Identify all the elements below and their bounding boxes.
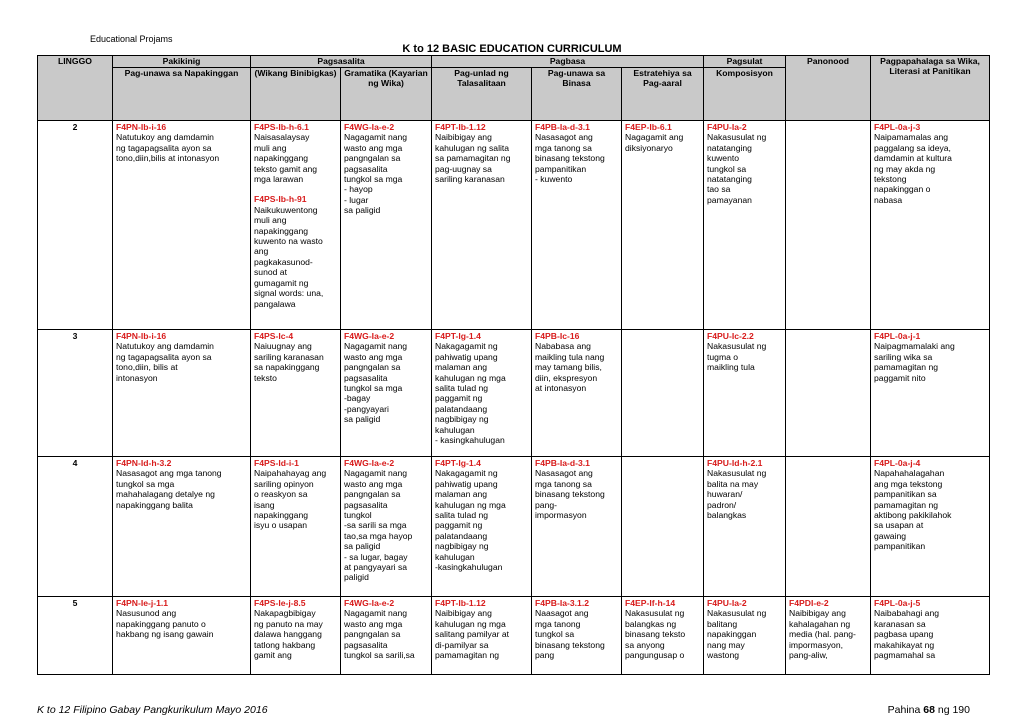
competency-text: pamamagitan ng	[874, 499, 939, 510]
competency-text: teksto gamit ang	[254, 163, 318, 174]
competency-cell	[113, 121, 251, 330]
competency-text: tungkol	[344, 510, 372, 521]
competency-text: Naisasalaysay	[254, 132, 310, 143]
competency-code: F4PL-0a-j-4	[874, 458, 921, 468]
competency-text: intonasyon	[116, 372, 158, 383]
competency-text: ang mga tekstong	[874, 478, 943, 489]
competency-text: wasto ang mga	[344, 618, 403, 629]
competency-text: tungkol sa	[707, 163, 747, 174]
competency-text: binasang teksto	[625, 629, 686, 640]
competency-text: paggalang sa ideya,	[874, 142, 951, 153]
competency-cell	[704, 457, 786, 597]
competency-cell	[341, 330, 432, 457]
competency-text: damdamin at kultura	[874, 153, 952, 164]
competency-text: -bagay	[344, 393, 371, 404]
competency-text: sa napakinggang	[254, 362, 320, 373]
header-panonood: Panonood	[786, 56, 871, 121]
competency-text: tungkol sa	[535, 629, 575, 640]
competency-text: Nakagagamit ng	[435, 468, 498, 479]
competency-text: pamayanan	[707, 194, 752, 205]
competency-text: paggamit nito	[874, 372, 926, 383]
competency-text: - hayop	[344, 184, 373, 195]
competency-text: pampanitikan sa	[874, 489, 937, 500]
competency-text: tao,sa mga hayop	[344, 530, 413, 541]
competency-text: - lugar	[344, 194, 369, 205]
competency-text: Naasagot ang	[535, 608, 589, 619]
competency-text: napakinggang balita	[116, 499, 193, 510]
competency-text: nang may	[707, 639, 745, 650]
header-estratehiya: Estratehiya sa Pag-aaral	[622, 68, 704, 121]
competency-cell	[251, 330, 341, 457]
week-number: 2	[38, 121, 113, 330]
competency-cell	[532, 330, 622, 457]
competency-text: sa anyong	[625, 639, 665, 650]
table-row	[38, 457, 990, 597]
competency-text: sa paligid	[344, 414, 381, 425]
competency-text: kahulugan ng mga	[435, 372, 506, 383]
competency-text: pagmamahal sa	[874, 650, 936, 661]
competency-text: Natutukoy ang damdamin	[116, 132, 214, 143]
spacer	[254, 184, 337, 194]
competency-text: nagbibigay ng	[435, 414, 489, 425]
competency-text: Naipahahayag ang	[254, 468, 327, 479]
competency-code: F4PS-Id-i-1	[254, 458, 299, 468]
competency-text: pamamagitan ng	[435, 650, 500, 661]
competency-text: napakinggang panuto o	[116, 618, 206, 629]
competency-text: Napahahalagahan	[874, 468, 945, 479]
competency-text: ng tagapagsalita ayon sa	[116, 142, 212, 153]
competency-text: ng panuto na may	[254, 618, 323, 629]
competency-text: di-pamilyar sa	[435, 639, 489, 650]
competency-text: nabasa	[874, 194, 903, 205]
competency-text: malaman ang	[435, 489, 488, 500]
competency-text: pagsasalita	[344, 372, 388, 383]
competency-text: wasto ang mga	[344, 478, 403, 489]
competency-text: wasto ang mga	[344, 351, 403, 362]
competency-text: kahulugan	[435, 424, 475, 435]
page-current: 68	[923, 704, 935, 716]
competency-text: karanasan sa	[874, 618, 926, 629]
competency-text: at intonasyon	[535, 383, 587, 394]
competency-cell	[786, 121, 871, 330]
competency-text: pang	[535, 650, 555, 661]
competency-text: Naipagmamalaki ang	[874, 341, 955, 352]
competency-text: Nasasagot ang	[535, 468, 593, 479]
competency-text: balita na may	[707, 478, 759, 489]
competency-text: napakinggang	[254, 225, 309, 236]
document-title: K to 12 BASIC EDUCATION CURRICULUM	[402, 43, 622, 55]
competency-text: maikling tula	[707, 362, 755, 373]
header-row-1	[38, 56, 990, 68]
competency-text: hakbang ng isang gawain	[116, 629, 214, 640]
competency-text: binasang tekstong	[535, 489, 605, 500]
competency-text: kahalagahan ng	[789, 618, 851, 629]
competency-code: F4PU-Id-h-2.1	[707, 458, 763, 468]
competency-text: tekstong	[874, 174, 907, 185]
competency-text: maikling tula nang	[535, 351, 605, 362]
competency-text: pagsasalita	[344, 499, 388, 510]
competency-text: muli ang	[254, 142, 287, 153]
competency-text: - kuwento	[535, 174, 573, 185]
competency-text: salitang pamilyar at	[435, 629, 510, 640]
competency-text: Nakasusulat ng	[707, 341, 767, 352]
competency-text: gawaing	[874, 530, 907, 541]
competency-text: pang-aliw,	[789, 650, 828, 661]
week-number: 3	[38, 330, 113, 457]
watermark-text: Educational Projams	[90, 34, 173, 44]
competency-text: mga larawan	[254, 174, 304, 185]
curriculum-table	[37, 55, 990, 675]
competency-text: teksto	[254, 372, 277, 383]
page-mid: ng	[934, 704, 953, 716]
competency-text: o reaskyon sa	[254, 489, 308, 500]
competency-text: tungkol sa mga	[116, 478, 175, 489]
competency-cell	[871, 597, 990, 675]
header-pagunlad-talasalitaan: Pag-unlad ng Talasalitaan	[432, 68, 532, 121]
competency-text: kuwento na wasto	[254, 236, 323, 247]
competency-cell	[432, 121, 532, 330]
competency-text: wastong	[707, 650, 740, 661]
competency-text: Nakasusulat ng	[707, 608, 767, 619]
competency-cell	[704, 597, 786, 675]
competency-text: kahulugan ng salita	[435, 142, 510, 153]
competency-text: Naibabahagi ang	[874, 608, 940, 619]
competency-text: Naipamamalas ang	[874, 132, 949, 143]
competency-cell	[704, 121, 786, 330]
competency-text: -sa sarili sa mga	[344, 520, 407, 531]
page-number	[820, 704, 970, 716]
competency-cell	[432, 597, 532, 675]
competency-cell	[341, 121, 432, 330]
competency-code: F4PB-Ia-3.1.2	[535, 598, 589, 608]
competency-cell	[786, 457, 871, 597]
competency-cell	[532, 597, 622, 675]
competency-text: Nagagamit nang	[344, 608, 408, 619]
competency-text: dalawa hanggang	[254, 629, 322, 640]
competency-cell	[786, 597, 871, 675]
competency-text: aktibong pakikilahok	[874, 510, 952, 521]
competency-text: napakinggang	[254, 510, 309, 521]
competency-text: mga tanong sa	[535, 478, 592, 489]
competency-text: napakinggang	[254, 153, 309, 164]
competency-code: F4PN-Ib-i-16	[116, 122, 167, 132]
competency-text: tungkol sa mga	[344, 174, 403, 185]
competency-code: F4WG-Ia-e-2	[344, 458, 395, 468]
competency-text: Nagagamit ang	[625, 132, 684, 143]
competency-cell	[786, 330, 871, 457]
competency-text: paggamit ng	[435, 393, 483, 404]
header-pagbasa: Pagbasa	[432, 56, 704, 68]
competency-text: kahulugan ng mga	[435, 499, 506, 510]
competency-text: Nababasa ang	[535, 341, 591, 352]
competency-text: pangngalan sa	[344, 629, 401, 640]
competency-code: F4PN-Ib-i-16	[116, 331, 167, 341]
competency-text: impormasyon	[535, 510, 587, 521]
header-gramatika: Gramatika (Kayarian ng Wika)	[341, 68, 432, 121]
competency-text: kuwento	[707, 153, 740, 164]
competency-text: Nakasusulat ng	[707, 132, 767, 143]
competency-code: F4PB-Ia-d-3.1	[535, 122, 590, 132]
competency-code: F4PS-Ib-h-91	[254, 194, 307, 205]
competency-text: Nasasagot ang	[535, 132, 593, 143]
competency-text: sariling karanasan	[435, 174, 505, 185]
competency-text: pangalawa	[254, 298, 296, 309]
competency-text: napakinggan o	[874, 184, 931, 195]
competency-text: balangkas	[707, 510, 747, 521]
competency-text: tao sa	[707, 184, 731, 195]
competency-text: signal words: una,	[254, 288, 324, 299]
competency-code: F4PS-Ie-j-8.5	[254, 598, 306, 608]
competency-code: F4EP-If-h-14	[625, 598, 676, 608]
competency-cell	[251, 121, 341, 330]
competency-code: F4WG-Ia-e-2	[344, 331, 395, 341]
competency-code: F4PB-Ia-d-3.1	[535, 458, 590, 468]
competency-code: F4PN-Ie-j-1.1	[116, 598, 169, 608]
competency-text: pahiwatig upang	[435, 351, 498, 362]
competency-text: natatanging	[707, 174, 752, 185]
competency-text: binasang tekstong	[535, 153, 605, 164]
footer-title: K to 12 Filipino Gabay Pangkurikulum Mayo 2016	[37, 704, 268, 716]
week-number: 5	[38, 597, 113, 675]
competency-text: napakinggan	[707, 629, 757, 640]
table-row	[38, 121, 990, 330]
competency-text: salita tulad ng	[435, 383, 489, 394]
competency-code: F4PL-0a-j-5	[874, 598, 921, 608]
competency-text: Nakagagamit ng	[435, 341, 498, 352]
competency-cell	[113, 457, 251, 597]
competency-text: Nakapagbibigay	[254, 608, 316, 619]
competency-text: pahiwatig upang	[435, 478, 498, 489]
competency-text: sunod at	[254, 267, 287, 278]
competency-code: F4EP-Ib-6.1	[625, 122, 672, 132]
competency-code: F4PB-Ic-16	[535, 331, 580, 341]
competency-text: kahulugan ng mga	[435, 618, 506, 629]
competency-text: pagsasalita	[344, 639, 388, 650]
competency-text: gumagamit ng	[254, 277, 309, 288]
competency-cell	[113, 330, 251, 457]
competency-code: F4PN-Id-h-3.2	[116, 458, 172, 468]
header-pagpapahalaga: Pagpapahalaga sa Wika, Literasi at Panitikan	[871, 56, 990, 121]
competency-text: impormasyon,	[789, 639, 843, 650]
competency-code: F4PU-Ia-2	[707, 598, 747, 608]
competency-text: pangngalan sa	[344, 489, 401, 500]
competency-cell	[532, 457, 622, 597]
competency-text: - sa lugar, bagay	[344, 551, 408, 562]
competency-text: huwaran/	[707, 489, 743, 500]
competency-code: F4PU-Ic-2.2	[707, 331, 754, 341]
competency-text: natatanging	[707, 142, 752, 153]
competency-text: mga tanong	[535, 618, 581, 629]
competency-text: isyu o usapan	[254, 520, 308, 531]
competency-text: palatandaang	[435, 403, 488, 414]
competency-text: pangngalan sa	[344, 362, 401, 373]
competency-cell	[704, 330, 786, 457]
competency-text: ng may akda ng	[874, 163, 936, 174]
competency-text: diksiyonaryo	[625, 142, 673, 153]
header-linggo: LINGGO	[38, 56, 113, 121]
competency-text: sariling opinyon	[254, 478, 314, 489]
header-pagunawa-napakinggan: Pag-unawa sa Napakinggan	[113, 68, 251, 121]
header-pagsasalita: Pagsasalita	[251, 56, 432, 68]
competency-cell	[432, 457, 532, 597]
competency-text: Nakasusulat ng	[625, 608, 685, 619]
competency-text: ang	[254, 246, 269, 257]
competency-text: sa paligid	[344, 205, 381, 216]
competency-text: sariling karanasan	[254, 351, 324, 362]
competency-cell	[622, 597, 704, 675]
competency-cell	[622, 457, 704, 597]
header-pagsulat: Pagsulat	[704, 56, 786, 68]
competency-cell	[432, 330, 532, 457]
competency-text: pampanitikan	[535, 163, 587, 174]
competency-text: Naikukuwentong	[254, 204, 318, 215]
competency-code: F4PT-Ig-1.4	[435, 458, 481, 468]
competency-text: Nagagamit nang	[344, 341, 408, 352]
competency-text: - kasingkahulugan	[435, 435, 505, 446]
competency-text: padron/	[707, 499, 737, 510]
competency-text: salita tulad ng	[435, 510, 489, 521]
competency-text: paggamit ng	[435, 520, 483, 531]
competency-text: makahikayat ng	[874, 639, 935, 650]
competency-text: Nakasusulat ng	[707, 468, 767, 479]
competency-text: muli ang	[254, 215, 287, 226]
competency-text: binasang tekstong	[535, 639, 605, 650]
competency-text: sa pamamagitan ng	[435, 153, 511, 164]
competency-text: may tamang bilis,	[535, 362, 602, 373]
competency-cell	[532, 121, 622, 330]
competency-text: Nagagamit nang	[344, 468, 408, 479]
competency-text: tatlong hakbang	[254, 639, 316, 650]
competency-text: sa paligid	[344, 541, 381, 552]
competency-text: diin, ekspresyon	[535, 372, 598, 383]
competency-text: ng tagapagsalita ayon sa	[116, 351, 212, 362]
competency-text: Nasusunod ang	[116, 608, 177, 619]
competency-cell	[251, 597, 341, 675]
week-number: 4	[38, 457, 113, 597]
competency-text: at pangyayari sa	[344, 562, 408, 573]
competency-code: F4PT-Ib-1.12	[435, 122, 486, 132]
competency-code: F4PL-0a-j-1	[874, 331, 921, 341]
competency-text: wasto ang mga	[344, 142, 403, 153]
competency-text: palatandaang	[435, 530, 488, 541]
header-komposisyon: Komposisyon	[704, 68, 786, 121]
competency-code: F4WG-Ia-e-2	[344, 122, 395, 132]
competency-text: -kasingkahulugan	[435, 562, 503, 573]
competency-text: malaman ang	[435, 362, 488, 373]
competency-text: tungkol sa sarili,sa	[344, 650, 415, 661]
competency-text: pampanitikan	[874, 541, 926, 552]
header-wikang-binibigkas: (Wikang Binibigkas)	[251, 68, 341, 121]
competency-text: mahahalagang detalye ng	[116, 489, 215, 500]
page-total: 190	[952, 704, 970, 716]
competency-cell	[251, 457, 341, 597]
competency-code: F4PDI-e-2	[789, 598, 829, 608]
competency-text: kahulugan	[435, 551, 475, 562]
competency-text: Natutukoy ang damdamin	[116, 341, 214, 352]
header-pagunawa-binasa: Pag-unawa sa Binasa	[532, 68, 622, 121]
competency-code: F4PU-Ia-2	[707, 122, 747, 132]
competency-cell	[871, 121, 990, 330]
competency-cell	[341, 457, 432, 597]
header-pakikinig: Pakikinig	[113, 56, 251, 68]
competency-text: pang-	[535, 499, 557, 510]
competency-text: tono,diin, bilis at	[116, 362, 178, 373]
competency-cell	[622, 121, 704, 330]
competency-text: -pangyayari	[344, 403, 389, 414]
competency-cell	[871, 330, 990, 457]
page-prefix: Pahina	[887, 704, 924, 716]
competency-cell	[341, 597, 432, 675]
competency-text: nagbibigay ng	[435, 541, 489, 552]
competency-text: Naibibigay ang	[435, 608, 492, 619]
competency-text: isang	[254, 499, 275, 510]
competency-text: balitang	[707, 618, 738, 629]
competency-text: pagkakasunod-	[254, 256, 313, 267]
competency-code: F4PS-Ib-h-6.1	[254, 122, 309, 132]
competency-text: pamamagitan ng	[874, 362, 939, 373]
competency-text: pagsasalita	[344, 163, 388, 174]
competency-code: F4PT-Ib-1.12	[435, 598, 486, 608]
competency-text: Naibibigay ang	[435, 132, 492, 143]
competency-text: pagbasa upang	[874, 629, 934, 640]
table-row	[38, 597, 990, 675]
competency-text: mga tanong sa	[535, 142, 592, 153]
table-body	[38, 121, 990, 675]
competency-code: F4WG-Ia-e-2	[344, 598, 395, 608]
competency-text: sa usapan at	[874, 520, 924, 531]
competency-text: media (hal. pang-	[789, 629, 856, 640]
competency-cell	[871, 457, 990, 597]
competency-text: gamit ang	[254, 650, 292, 661]
competency-text: pag-uugnay sa	[435, 163, 492, 174]
competency-text: Naibibigay ang	[789, 608, 846, 619]
competency-text: sariling wika sa	[874, 351, 933, 362]
competency-cell	[113, 597, 251, 675]
competency-text: tugma o	[707, 351, 739, 362]
competency-text: pangngalan sa	[344, 153, 401, 164]
competency-text: tono,diin,bilis at intonasyon	[116, 153, 220, 164]
competency-code: F4PS-Ic-4	[254, 331, 294, 341]
competency-code: F4PL-0a-j-3	[874, 122, 921, 132]
competency-code: F4PT-Ig-1.4	[435, 331, 481, 341]
competency-cell	[622, 330, 704, 457]
table-row	[38, 330, 990, 457]
competency-text: Nagagamit nang	[344, 132, 408, 143]
competency-text: tungkol sa mga	[344, 383, 403, 394]
competency-text: pangungusap o	[625, 650, 685, 661]
competency-text: Nasasagot ang mga tanong	[116, 468, 222, 479]
competency-text: balangkas ng	[625, 618, 677, 629]
competency-text: paligid	[344, 572, 369, 583]
competency-text: Naiuugnay ang	[254, 341, 312, 352]
